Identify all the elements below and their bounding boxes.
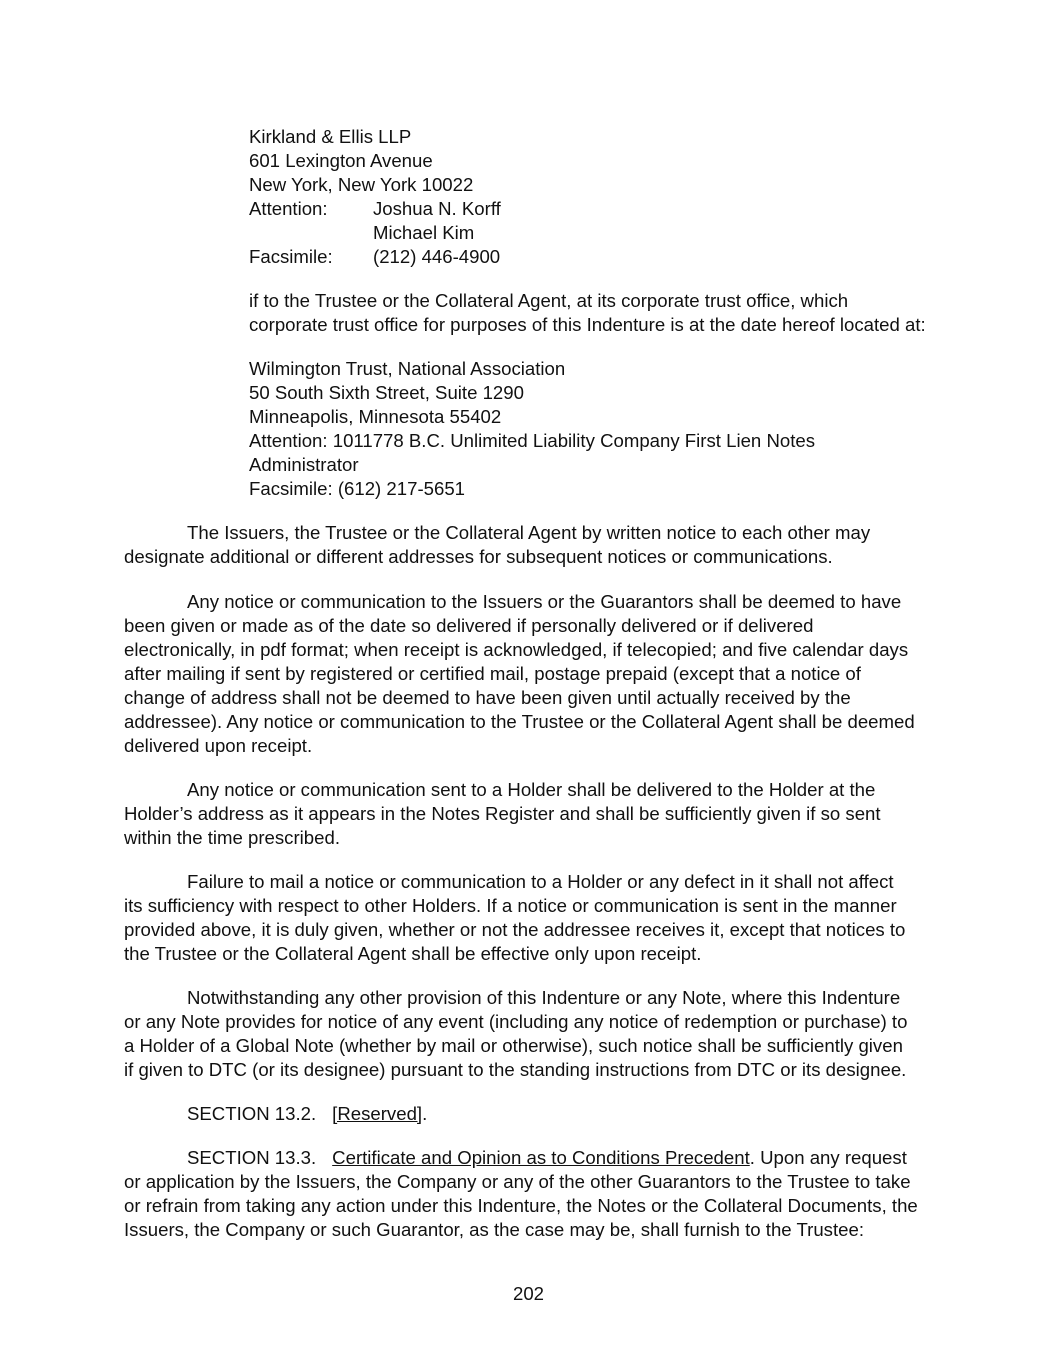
paragraph-line: Notwithstanding any other provision of this Indenture or any Note, where this Indenture bbox=[187, 987, 901, 1008]
paragraph-line: Any notice or communication to the Issuers or the Guarantors shall be deemed to have bbox=[187, 591, 902, 612]
paragraph-line: or any Note provides for notice of any event (including any notice of redemption or purchase) to bbox=[124, 1011, 908, 1032]
paragraph-line: electronically, in pdf format; when receipt is acknowledged, if telecopied; and five calendar days bbox=[124, 639, 909, 660]
kirkland-street: 601 Lexington Avenue bbox=[249, 150, 433, 171]
trustee-intro-line: corporate trust office for purposes of this Indenture is at the date hereof located at: bbox=[249, 314, 926, 335]
paragraph-line: Failure to mail a notice or communication to a Holder or any defect in it shall not affect bbox=[187, 871, 894, 892]
kirkland-facsimile: (212) 446-4900 bbox=[373, 246, 501, 267]
paragraph-line: provided above, it is duly given, whether or not the addressee receives it, except that notices to bbox=[124, 919, 906, 940]
section-number: SECTION 13.2. bbox=[187, 1103, 317, 1124]
section-text: . Upon any request bbox=[749, 1147, 907, 1168]
section-title: [Reserved] bbox=[332, 1103, 423, 1124]
wilmington-line: Administrator bbox=[249, 454, 359, 475]
paragraph-line: delivered upon receipt. bbox=[124, 735, 313, 756]
paragraph-line: within the time prescribed. bbox=[124, 827, 340, 848]
paragraph-line: if given to DTC (or its designee) pursuant to the standing instructions from DTC or its designee. bbox=[124, 1059, 907, 1080]
wilmington-line: 50 South Sixth Street, Suite 1290 bbox=[249, 382, 524, 403]
paragraph-line: change of address shall not be deemed to have been given until actually received by the bbox=[124, 687, 851, 708]
paragraph-line: or application by the Issuers, the Company or any of the other Guarantors to the Trustee to take bbox=[124, 1171, 911, 1192]
paragraph-line: The Issuers, the Trustee or the Collateral Agent by written notice to each other may bbox=[187, 522, 871, 543]
trustee-intro-line: if to the Trustee or the Collateral Agent, at its corporate trust office, which bbox=[249, 290, 849, 311]
wilmington-line: Facsimile: (612) 217-5651 bbox=[249, 478, 465, 499]
section-13-3-first-line bbox=[187, 1146, 907, 1170]
paragraph-line: been given or made as of the date so delivered if personally delivered or if delivered bbox=[124, 615, 814, 636]
paragraph-line: Holder’s address as it appears in the Notes Register and shall be sufficiently given if so sent bbox=[124, 803, 881, 824]
kirkland-facsimile-label: Facsimile: bbox=[249, 246, 333, 267]
wilmington-line: Minneapolis, Minnesota 55402 bbox=[249, 406, 502, 427]
kirkland-attention-label: Attention: bbox=[249, 198, 328, 219]
section-title-period: . bbox=[422, 1103, 428, 1124]
paragraph-line: a Holder of a Global Note (whether by mail or otherwise), such notice shall be sufficiently given bbox=[124, 1035, 903, 1056]
paragraph-line: after mailing if sent by registered or certified mail, postage prepaid (except that a notice of bbox=[124, 663, 861, 684]
wilmington-line: Wilmington Trust, National Association bbox=[249, 358, 566, 379]
paragraph-line: its sufficiency with respect to other Holders. If a notice or communication is sent in the manner bbox=[124, 895, 897, 916]
wilmington-line: Attention: 1011778 B.C. Unlimited Liability Company First Lien Notes bbox=[249, 430, 816, 451]
paragraph-line: Issuers, the Company or such Guarantor, as the case may be, shall furnish to the Trustee: bbox=[124, 1219, 864, 1240]
section-13-2 bbox=[187, 1102, 427, 1126]
section-title: Certificate and Opinion as to Conditions Precedent bbox=[332, 1147, 750, 1168]
paragraph-line: or refrain from taking any action under this Indenture, the Notes or the Collateral Documents, the bbox=[124, 1195, 918, 1216]
paragraph-line: the Trustee or the Collateral Agent shall be effective only upon receipt. bbox=[124, 943, 702, 964]
paragraph-line: Any notice or communication sent to a Holder shall be delivered to the Holder at the bbox=[187, 779, 876, 800]
kirkland-attention-1: Joshua N. Korff bbox=[373, 198, 501, 219]
paragraph-line: addressee). Any notice or communication to the Trustee or the Collateral Agent shall be deemed bbox=[124, 711, 915, 732]
kirkland-name: Kirkland & Ellis LLP bbox=[249, 126, 412, 147]
paragraph-line: designate additional or different addresses for subsequent notices or communications. bbox=[124, 546, 833, 567]
kirkland-attention-2: Michael Kim bbox=[373, 222, 475, 243]
kirkland-city: New York, New York 10022 bbox=[249, 174, 474, 195]
page-number: 202 bbox=[512, 1283, 545, 1304]
section-number: SECTION 13.3. bbox=[187, 1147, 317, 1168]
